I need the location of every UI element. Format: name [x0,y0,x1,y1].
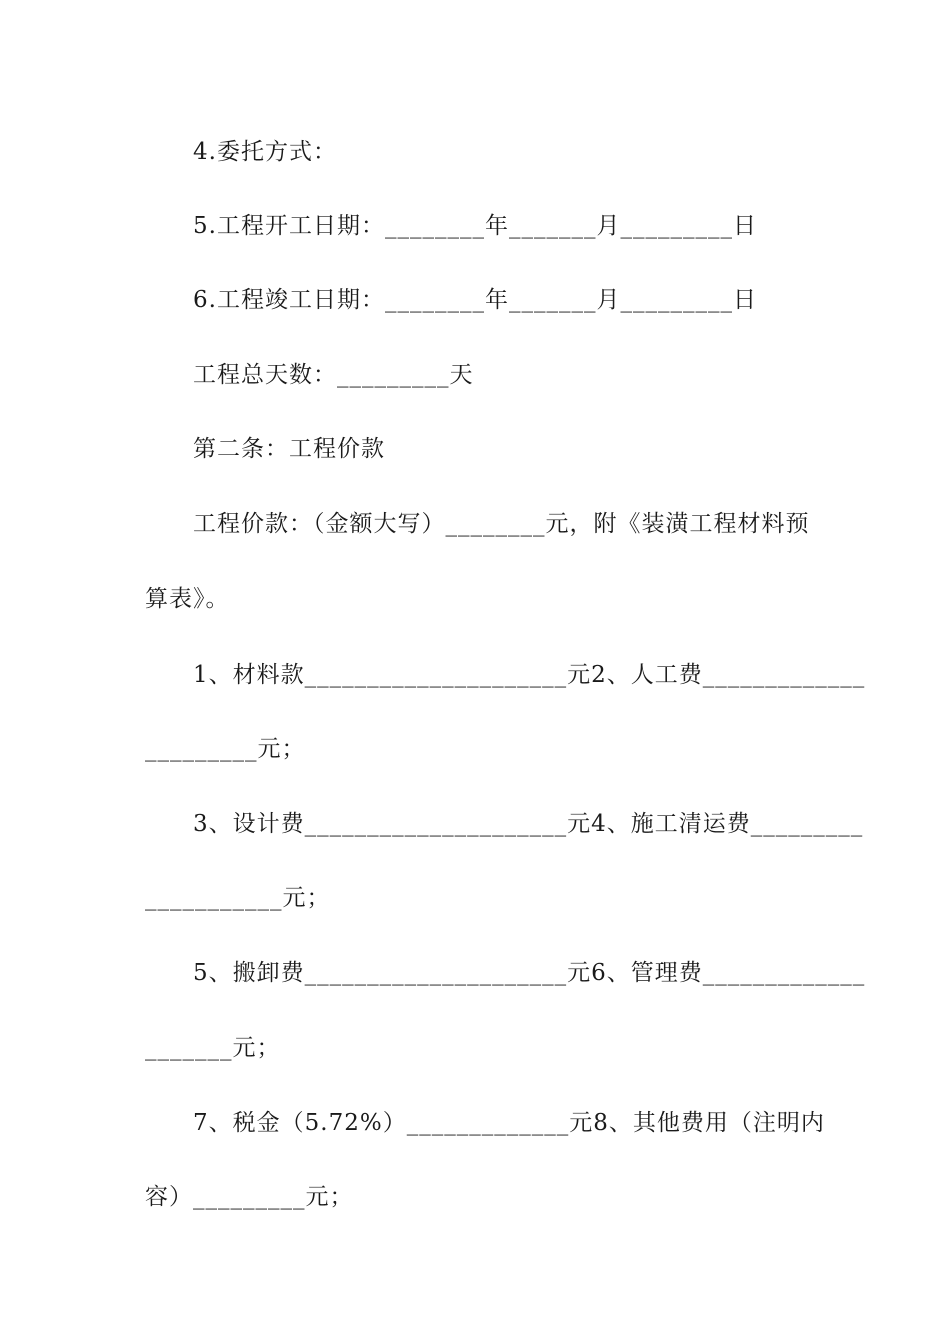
fee-line-7-8-cont: 容）_________元； [145,1184,354,1210]
fee-line-7-8: 7、税金（5.72%）_____________元8、其他费用（注明内 [193,1110,825,1136]
fee-line-3-4-cont: ___________元； [145,885,331,911]
item-5-start-date: 5.工程开工日期：________年_______月_________日 [193,213,757,239]
fee-line-5-6-cont: _______元； [145,1035,281,1061]
fee-line-3-4: 3、设计费_____________________元4、施工清运费_________ [193,811,864,837]
fee-line-1-2: 1、材料款_____________________元2、人工费_____________ [193,662,866,688]
fee-line-5-6: 5、搬卸费_____________________元6、管理费_____________ [193,960,866,986]
project-price-line-cont: 算表》。 [145,586,230,612]
item-4-commission-method: 4.委托方式： [193,139,337,165]
project-price-line: 工程价款：（金额大写）________元，附《装潢工程材料预 [193,511,810,537]
item-6-completion-date: 6.工程竣工日期：________年_______月_________日 [193,287,757,313]
fee-line-1-2-cont: _________元； [145,736,306,762]
total-days-line: 工程总天数：_________天 [193,362,474,388]
article-2-heading: 第二条：工程价款 [193,436,385,462]
